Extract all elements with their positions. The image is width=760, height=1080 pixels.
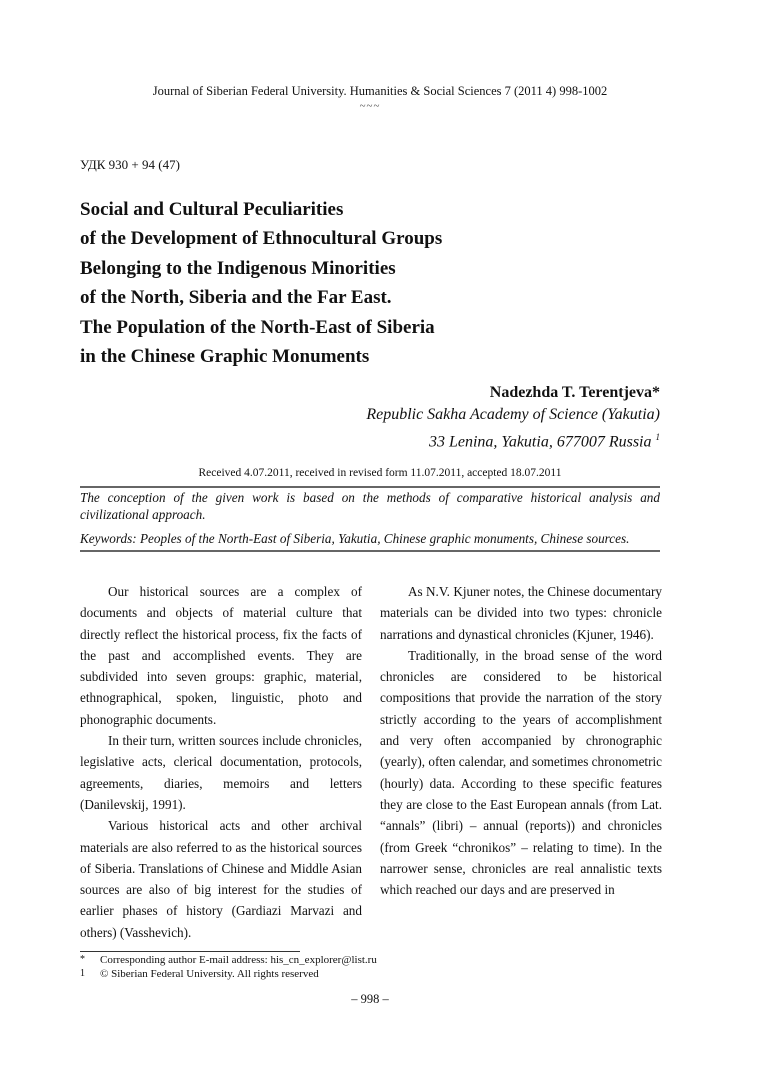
title-line: Social and Cultural Peculiarities: [80, 199, 344, 220]
footnote-mark: *: [80, 954, 85, 965]
udk-code: УДК 930 + 94 (47): [80, 157, 180, 172]
abstract-text: The conception of the given work is based on the methods of comparative historical analysis and civilizational approach.: [80, 490, 660, 522]
footnote-rule: [80, 951, 300, 952]
address-text: 33 Lenina, Yakutia, 677007 Russia: [428, 433, 652, 451]
paragraph: Our historical sources are a complex of documents and objects of material culture that directly reflect the historical process, fix the facts of the past and accomplished events. They are subdivided into seven groups: graphic, material, ethnographical, spoken, linguistic, photo and phonographic documents.: [80, 584, 362, 727]
footnote: [80, 953, 377, 967]
received-dates: Received 4.07.2011, received in revised form 11.07.2011, accepted 18.07.2011: [198, 467, 562, 479]
paragraph: Traditionally, in the broad sense of the word chronicles are considered to be historical compositions that provide the narration of the story strictly according to the years of accomplishment and very often accompanied by chronographic (yearly), often calendar, and sometimes chronometric (hourly) data. According to these specific features they are close to the East European annals (from Lat. “annals” (libri) – annual (reports)) and chronicles (from Greek “chronikos” – relating to time). In the narrower sense, chronicles are real annalistic texts which reached our days and are preserved in: [380, 647, 662, 898]
author-name: Nadezhda T. Terentjeva*: [489, 384, 660, 401]
address-footnote-mark: 1: [655, 432, 660, 442]
footnote-mark: 1: [80, 968, 85, 979]
author-affiliation: Republic Sakha Academy of Science (Yakutia): [366, 406, 660, 423]
title-line: in the Chinese Graphic Monuments: [80, 346, 370, 368]
footnote: [80, 967, 377, 981]
abstract-top-rule: [80, 486, 660, 488]
paragraph: In their turn, written sources include chronicles, legislative acts, clerical documentation, protocols, agreements, diaries, memoirs and letters (Danilevskij, 1991).: [80, 733, 362, 812]
footnote-text: Corresponding author E-mail address: his_cn_explorer@list.ru: [100, 954, 377, 966]
footnote-text: © Siberian Federal University. All rights reserved: [100, 968, 319, 980]
abstract: [80, 489, 660, 554]
paragraph: As N.V. Kjuner notes, the Chinese documentary materials can be divided into two types: chronicle narrations and dynastical chronicles (Kjuner, 1946).: [380, 584, 662, 642]
author-block: [366, 382, 660, 453]
title-line: The Population of the North-East of Siberia: [80, 316, 435, 338]
title-line: Belonging to the Indigenous Minorities: [80, 257, 396, 279]
paragraph: Various historical acts and other archival materials are also referred to as the historical sources of Siberia. Translations of Chinese and Middle Asian sources are also of big interest for the studies of earlier phases of history (Gardiazi Marvazi and others) (Vasshevich).: [80, 818, 362, 940]
author-address: [366, 426, 660, 453]
keywords: Keywords: Peoples of the North-East of Siberia, Yakutia, Chinese graphic monuments, Chinese sources.: [80, 531, 630, 546]
body-right-column: [380, 581, 662, 900]
title-line: of the North, Siberia and the Far East.: [80, 287, 392, 309]
page-number: – 998 –: [351, 992, 389, 1006]
journal-header: Journal of Siberian Federal University. Humanities & Social Sciences 7 (2011 4) 998-1002: [152, 84, 608, 98]
body-left-column: [80, 581, 362, 943]
title-line: of the Development of Ethnocultural Groups: [80, 228, 443, 250]
header-separator: ~~~: [359, 100, 381, 112]
footnotes: [80, 953, 377, 981]
abstract-bottom-rule: [80, 550, 660, 552]
article-title: [80, 195, 442, 371]
